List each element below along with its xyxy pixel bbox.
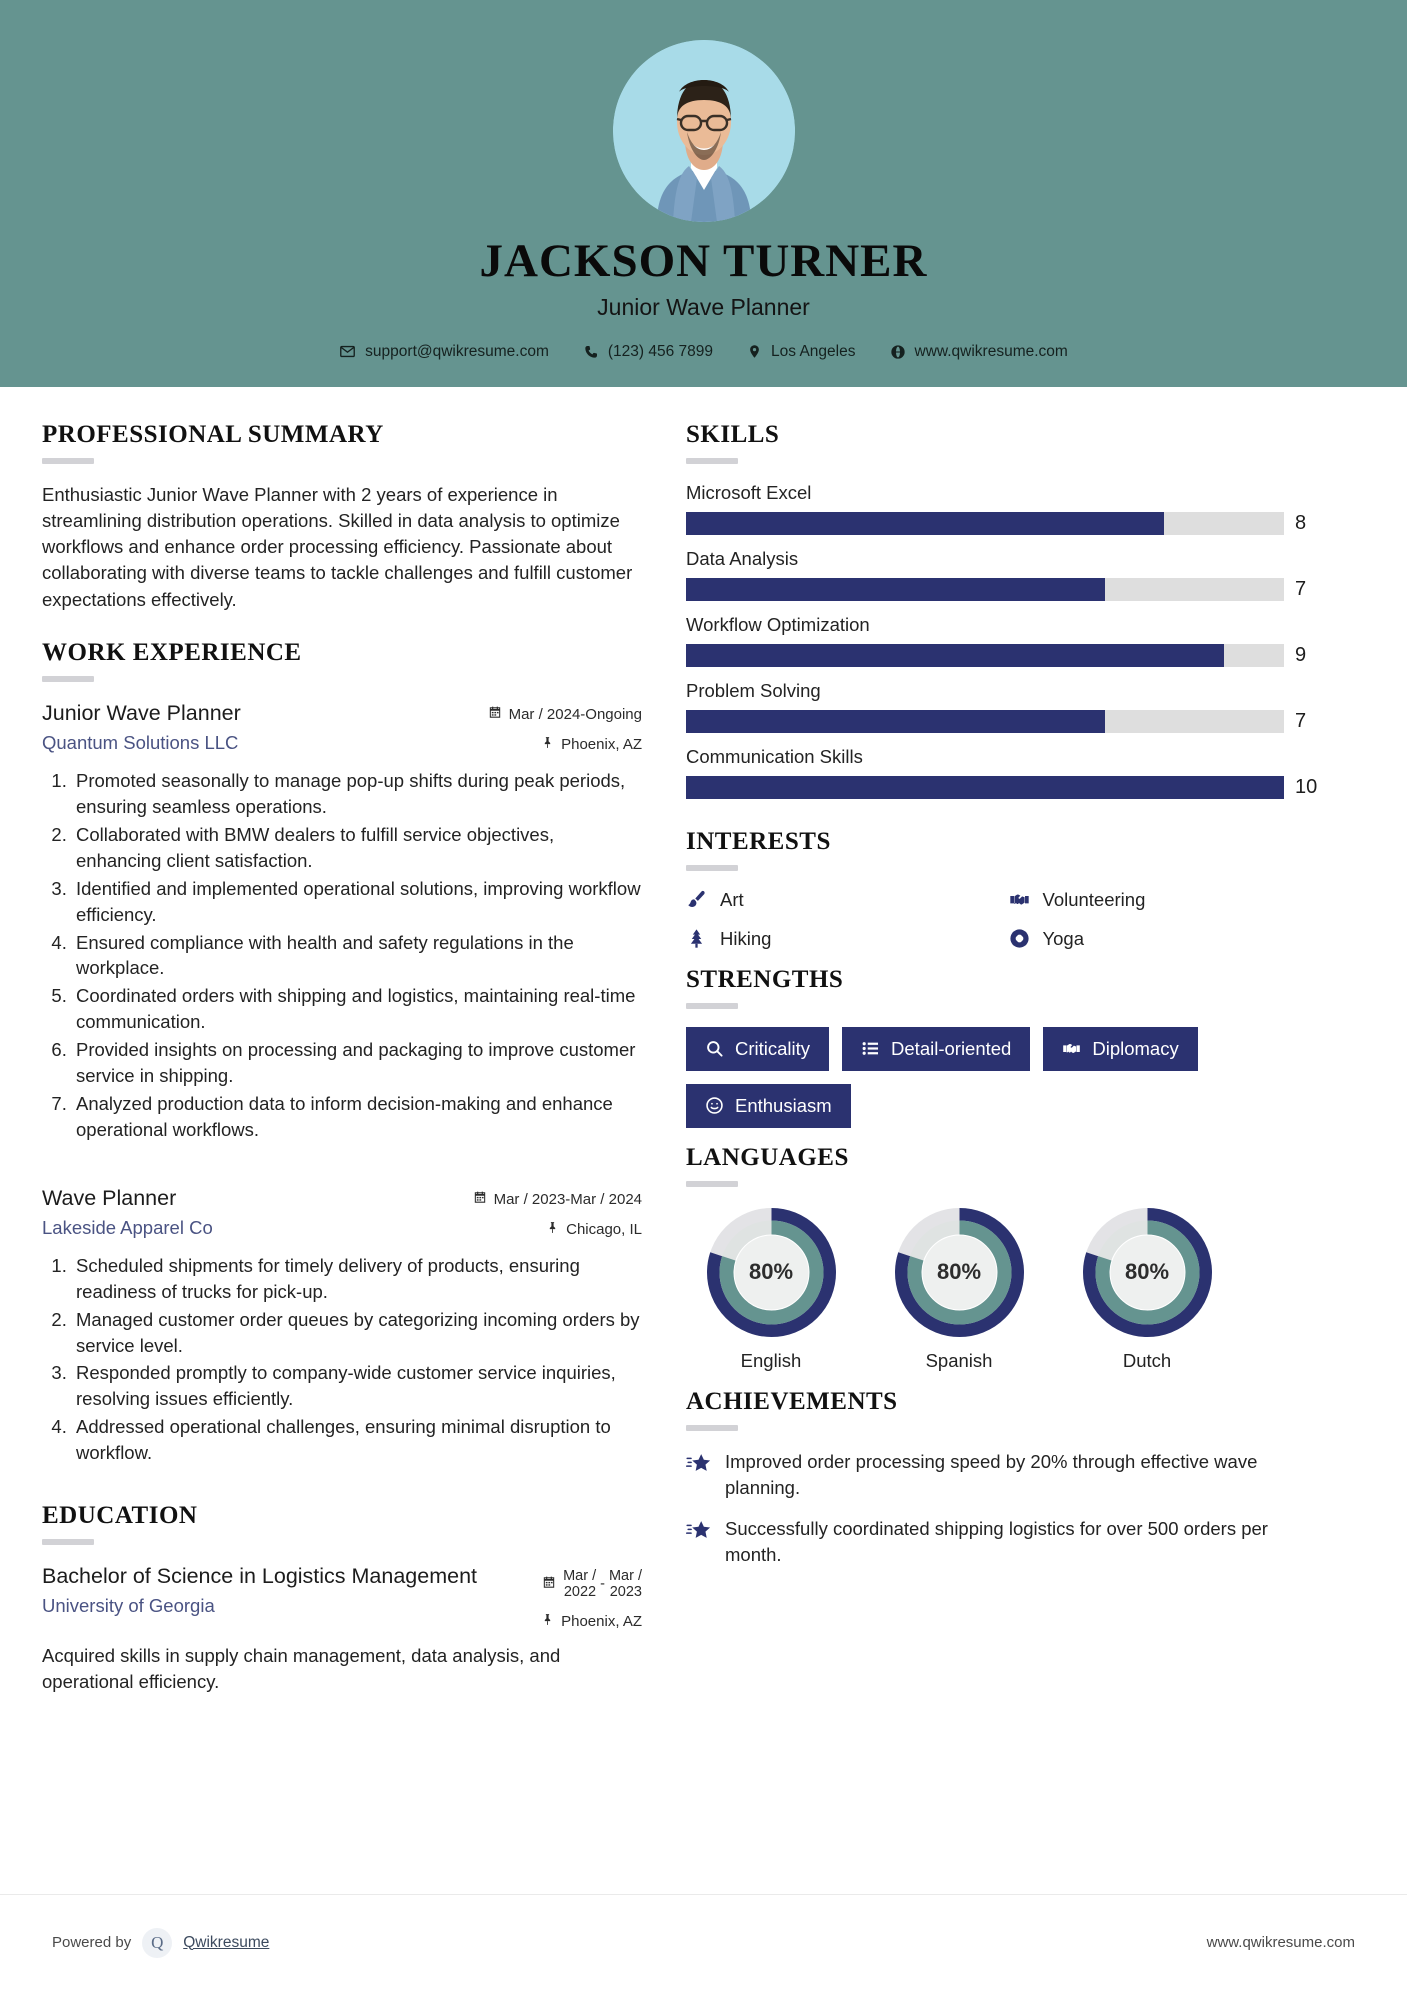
avatar [613,40,795,222]
contact-row [0,343,1407,361]
contact-website[interactable] [873,343,1085,361]
education-date-range [563,1568,642,1600]
strengths-list [686,1027,1321,1128]
skill-name: Communication Skills [686,745,863,767]
language-name: Spanish [925,1349,993,1371]
skill-item [686,614,1321,667]
section-heading-work: WORK EXPERIENCE [42,639,302,667]
work-location-text: Chicago, IL [566,1220,642,1238]
section-heading-strengths: STRENGTHS [686,965,844,993]
language-name: Dutch [1122,1349,1172,1371]
interest-item-hiking [686,928,999,950]
smiley-icon [705,1096,724,1115]
skill-bar-track [686,776,1284,799]
interest-item-volunteering [1009,889,1322,911]
paintbrush-icon [686,889,707,910]
work-entry [42,700,642,1143]
work-date [473,1190,642,1209]
list-item: 5. Coordinated orders with shipping and logistics, maintaining real-time communication. [72,983,642,1035]
skill-bar-fill [686,512,1164,535]
work-role: Wave Planner [42,1185,177,1210]
section-heading-summary: PROFESSIONAL SUMMARY [42,420,384,448]
contact-email-text: support@qwikresume.com [365,342,549,360]
calendar-icon [473,1190,487,1209]
list-item: 4. Addressed operational challenges, ensuring minimal disruption to workflow. [72,1414,642,1466]
section-languages [686,1144,1321,1372]
section-interests [686,828,1321,950]
section-achievements [686,1388,1321,1569]
job-title: Junior Wave Planner [597,293,810,320]
language-donut [704,1205,839,1340]
contact-email[interactable] [322,343,566,361]
skill-value: 10 [1295,775,1318,798]
list-item: 3. Identified and implemented operational solutions, improving workflow efficiency. [72,876,642,928]
list-item: 1. Promoted seasonally to manage pop-up shifts during peak periods, ensuring seamless operations. [72,768,642,820]
language-item-spanish [874,1205,1044,1372]
section-heading-education: EDUCATION [42,1502,198,1530]
list-item: 1. Scheduled shipments for timely delivery of products, ensuring readiness of trucks for pick-up. [72,1253,642,1305]
skill-bar-track [686,710,1284,733]
skill-bar-fill [686,578,1105,601]
skill-item [686,482,1321,535]
footer-website: www.qwikresume.com [1206,1934,1355,1951]
skill-name: Microsoft Excel [686,481,812,503]
strength-label: Criticality [735,1037,811,1059]
skill-item [686,680,1321,733]
interest-label: Yoga [1042,927,1085,949]
achievement-item [686,1449,1321,1501]
skill-value: 7 [1295,709,1307,732]
work-bullets [42,768,642,1142]
interest-label: Art [720,888,744,910]
strength-chip-diplomacy [1043,1027,1197,1071]
skill-value: 8 [1295,511,1307,534]
achievement-item [686,1516,1321,1568]
strength-chip-enthusiasm [686,1084,851,1128]
section-heading-interests: INTERESTS [686,827,831,855]
list-item: 4. Ensured compliance with health and safety regulations in the workplace. [72,930,642,982]
skill-bar-fill [686,776,1284,799]
avatar-photo [613,40,795,222]
resume-header [0,0,1407,387]
skill-value: 9 [1295,643,1307,666]
phone-icon [583,344,599,360]
work-date-text: Mar / 2023-Mar / 2024 [493,1190,642,1208]
section-work-experience [42,639,642,1466]
shooting-star-icon [686,1449,711,1474]
summary-text: Enthusiastic Junior Wave Planner with 2 years of experience in streamlining distribution operations. Skilled in data analysis to optimize workflows and enhance order processing efficiency. Passionate about collaborating with diverse teams to tackle challenges and fulfill customer expectations effectively. [42,483,633,610]
section-rule [42,676,94,682]
section-rule [686,1425,738,1431]
work-location-text: Phoenix, AZ [561,736,642,754]
yoga-wheel-icon [1009,928,1030,949]
strength-label: Enthusiasm [735,1094,832,1116]
section-heading-skills: SKILLS [686,420,780,448]
work-entry [42,1185,642,1466]
pushpin-icon [546,1220,559,1239]
education-date-start-year: 2022 [563,1584,597,1601]
education-location [541,1612,642,1631]
contact-location [730,343,872,361]
achievement-text: Improved order processing speed by 20% through effective wave planning. [725,1450,1258,1498]
language-item-english [686,1205,856,1372]
section-professional-summary [42,421,642,613]
interest-item-art [686,889,999,911]
interests-grid [686,889,1321,950]
work-location [473,1220,642,1239]
language-item-dutch [1062,1205,1232,1372]
work-organization[interactable]: Quantum Solutions LLC [42,732,239,754]
list-item: 2. Collaborated with BMW dealers to fulfill service objectives, enhancing client satisfaction. [72,822,642,874]
language-percent: 80% [748,1259,794,1285]
section-heading-languages: LANGUAGES [686,1143,849,1171]
skill-value: 7 [1295,577,1307,600]
language-donut [1080,1205,1215,1340]
language-percent: 80% [936,1259,982,1285]
section-heading-achievements: ACHIEVEMENTS [686,1387,898,1415]
list-item: 6. Provided insights on processing and packaging to improve customer service in shipping. [72,1037,642,1089]
work-date-text: Mar / 2024-Ongoing [508,706,642,724]
work-role: Junior Wave Planner [42,701,241,726]
globe-icon [890,344,906,360]
education-date-separator: - [600,1576,605,1593]
strength-chip-criticality [686,1027,829,1071]
list-item: 7. Analyzed production data to inform decision-making and enhance operational workflows. [72,1091,642,1143]
footer-branding [52,1928,269,1958]
skill-bar-track [686,578,1284,601]
pushpin-icon [541,735,554,754]
resume-footer [0,1894,1407,1990]
strength-label: Diplomacy [1092,1037,1179,1059]
education-degree: Bachelor of Science in Logistics Management [42,1564,478,1589]
language-name: English [740,1349,802,1371]
work-bullets [42,1253,642,1466]
education-date [541,1568,642,1600]
interest-label: Volunteering [1042,888,1146,910]
section-rule [686,1181,738,1187]
language-percent: 80% [1124,1259,1170,1285]
section-rule [42,1539,94,1545]
list-item: 2. Managed customer order queues by categorizing incoming orders by service level. [72,1307,642,1359]
contact-location-text: Los Angeles [771,342,856,360]
contact-website-text: www.qwikresume.com [914,342,1068,360]
page-title: JACKSON TURNER [479,235,928,287]
section-rule [686,865,738,871]
section-skills [686,421,1321,799]
languages-list [686,1205,1321,1372]
section-strengths [686,966,1321,1128]
brand-link[interactable]: Qwikresume [183,1933,270,1951]
section-education [42,1502,642,1695]
contact-phone-text: (123) 456 7899 [607,342,714,360]
strength-chip-detail-oriented [842,1027,1030,1071]
skill-bar-track [686,644,1284,667]
work-organization[interactable]: Lakeside Apparel Co [42,1216,213,1238]
qwikresume-logo-icon: Q [142,1928,172,1958]
skill-name: Problem Solving [686,679,821,701]
section-rule [42,458,94,464]
education-description: Acquired skills in supply chain management, data analysis, and operational efficiency. [42,1644,561,1692]
tree-icon [686,928,707,949]
list-icon [861,1039,880,1058]
education-date-end-year: 2023 [609,1584,642,1601]
work-location [488,735,642,754]
calendar-icon [542,1575,556,1594]
powered-by-label: Powered by [52,1934,132,1951]
skill-bar-track [686,512,1284,535]
resume-body [0,387,1407,1695]
list-item: 3. Responded promptly to company-wide customer service inquiries, resolving issues efficiently. [72,1360,642,1412]
contact-phone[interactable] [566,343,730,361]
achievement-text: Successfully coordinated shipping logistics for over 500 orders per month. [725,1518,1268,1566]
skill-bar-fill [686,710,1105,733]
skill-item [686,746,1321,799]
education-school[interactable]: University of Georgia [42,1595,215,1617]
skill-name: Data Analysis [686,547,799,569]
interest-label: Hiking [720,927,772,949]
envelope-icon [339,343,356,360]
magnifier-icon [705,1039,724,1058]
left-column [42,421,642,1695]
section-rule [686,1003,738,1009]
right-column [686,421,1321,1585]
location-pin-icon [747,343,762,360]
pushpin-icon [541,1612,554,1631]
handshake-icon [1009,889,1030,910]
skill-name: Workflow Optimization [686,613,870,635]
education-entry [42,1563,642,1695]
work-date [488,705,642,724]
handshake-icon [1062,1039,1081,1058]
language-donut [892,1205,1027,1340]
interest-item-yoga [1009,928,1322,950]
skill-item [686,548,1321,601]
education-date-start: Mar / [563,1568,597,1585]
calendar-icon [488,705,502,724]
section-rule [686,458,738,464]
shooting-star-icon [686,1516,711,1541]
education-location-text: Phoenix, AZ [561,1612,642,1630]
strength-label: Detail-oriented [891,1037,1012,1059]
skill-bar-fill [686,644,1224,667]
education-date-end: Mar / [608,1568,642,1585]
